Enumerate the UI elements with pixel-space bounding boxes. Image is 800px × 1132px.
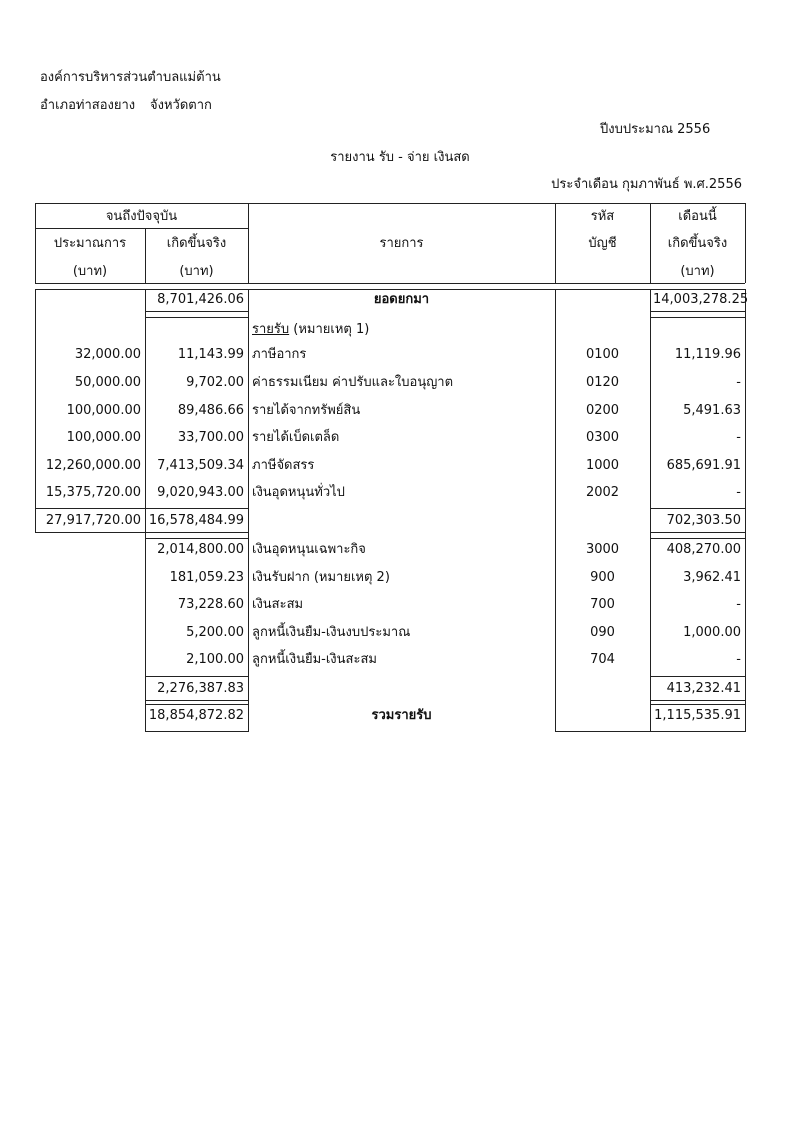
income-heading-note: (หมายเหตุ 1) <box>289 322 370 337</box>
header-todate: จนถึงปัจจุบัน <box>105 209 178 224</box>
table-cell: 89,486.66 <box>177 403 244 418</box>
income-heading-label: รายรับ <box>252 322 290 337</box>
carried-actual: 8,701,426.06 <box>157 292 244 307</box>
other-total-actual: 2,276,387.83 <box>157 681 244 696</box>
header-actual-unit: (บาท) <box>179 264 214 279</box>
table-cell: ภาษีอากร <box>252 347 307 362</box>
table-cell: 685,691.91 <box>666 458 741 473</box>
table-cell: ค่าธรรมเนียม ค่าปรับและใบอนุญาต <box>252 375 454 390</box>
income-total-month: 702,303.50 <box>666 513 741 528</box>
table-cell: 2002 <box>585 485 620 500</box>
header-month-actual: เกิดขึ้นจริง <box>667 236 728 251</box>
fiscal-year: ปีงบประมาณ 2556 <box>600 122 711 137</box>
table-cell: 2,100.00 <box>186 652 244 667</box>
table-cell: 9,702.00 <box>186 375 244 390</box>
header-item: รายการ <box>379 236 424 251</box>
header-month-unit: (บาท) <box>680 264 715 279</box>
table-cell: รายได้เบ็ดเตล็ด <box>252 430 340 445</box>
other-total-month: 413,232.41 <box>666 681 741 696</box>
header-code-2: บัญชี <box>588 236 617 251</box>
header-actual: เกิดขึ้นจริง <box>166 236 227 251</box>
table-cell: - <box>736 652 741 667</box>
table-cell: 0200 <box>585 403 620 418</box>
org-name: องค์การบริหารส่วนตำบลแม่ต้าน <box>40 70 221 85</box>
income-total-actual: 16,578,484.99 <box>148 513 244 528</box>
table-cell: 181,059.23 <box>169 570 244 585</box>
income-total-budget: 27,917,720.00 <box>45 513 141 528</box>
table-cell: 5,200.00 <box>186 625 244 640</box>
table-cell: เงินสะสม <box>252 597 304 612</box>
carried-item: ยอดยกมา <box>373 292 430 307</box>
table-cell: 100,000.00 <box>66 430 141 445</box>
table-cell: เงินอุดหนุนเฉพาะกิจ <box>252 542 366 557</box>
table-cell: 1000 <box>585 458 620 473</box>
header-month: เดือนนี้ <box>678 209 717 224</box>
table-cell: 11,119.96 <box>674 347 741 362</box>
table-cell: 700 <box>590 597 615 612</box>
table-cell: 090 <box>590 625 615 640</box>
carried-month: 14,003,278.25 <box>653 292 749 307</box>
table-cell: 0120 <box>585 375 620 390</box>
income-heading <box>252 322 369 338</box>
header-budget: ประมาณการ <box>53 236 127 251</box>
district: อำเภอท่าสองยาง <box>40 98 136 113</box>
table-cell: รายได้จากทรัพย์สิน <box>252 403 361 418</box>
table-cell: 15,375,720.00 <box>45 485 141 500</box>
table-cell: - <box>736 597 741 612</box>
table-cell: 7,413,509.34 <box>157 458 244 473</box>
table-cell: ภาษีจัดสรร <box>252 458 315 473</box>
table-cell: - <box>736 430 741 445</box>
table-cell: 704 <box>590 652 615 667</box>
province: จังหวัดตาก <box>150 98 212 113</box>
table-cell: 9,020,943.00 <box>157 485 244 500</box>
table-cell: 73,228.60 <box>177 597 244 612</box>
table-cell: 32,000.00 <box>74 347 141 362</box>
table-cell: 12,260,000.00 <box>45 458 141 473</box>
table-cell: 100,000.00 <box>66 403 141 418</box>
table-cell: 900 <box>590 570 615 585</box>
table-cell: 33,700.00 <box>177 430 244 445</box>
table-cell: - <box>736 375 741 390</box>
grand-total-label: รวมรายรับ <box>371 708 432 723</box>
table-cell: - <box>736 485 741 500</box>
table-cell: 1,000.00 <box>683 625 741 640</box>
table-cell: 3000 <box>585 542 620 557</box>
grand-total-actual: 18,854,872.82 <box>148 708 244 723</box>
table-cell: 2,014,800.00 <box>157 542 244 557</box>
table-cell: 50,000.00 <box>74 375 141 390</box>
grand-total-month: 1,115,535.91 <box>654 708 741 723</box>
table-cell: เงินรับฝาก (หมายเหตุ 2) <box>252 570 390 585</box>
table-cell: 408,270.00 <box>666 542 741 557</box>
header-budget-unit: (บาท) <box>72 264 108 279</box>
report-period: ประจำเดือน กุมภาพันธ์ พ.ศ.2556 <box>551 177 742 192</box>
table-cell: 0300 <box>585 430 620 445</box>
table-cell: 5,491.63 <box>683 403 741 418</box>
table-cell: เงินอุดหนุนทั่วไป <box>252 485 345 500</box>
table-cell: 0100 <box>585 347 620 362</box>
table-cell: 11,143.99 <box>177 347 244 362</box>
table-cell: ลูกหนี้เงินยืม-เงินสะสม <box>252 652 377 667</box>
table-cell: ลูกหนี้เงินยืม-เงินงบประมาณ <box>252 625 411 640</box>
header-code-1: รหัส <box>590 209 615 224</box>
report-title: รายงาน รับ - จ่าย เงินสด <box>330 150 470 165</box>
table-cell: 3,962.41 <box>683 570 741 585</box>
